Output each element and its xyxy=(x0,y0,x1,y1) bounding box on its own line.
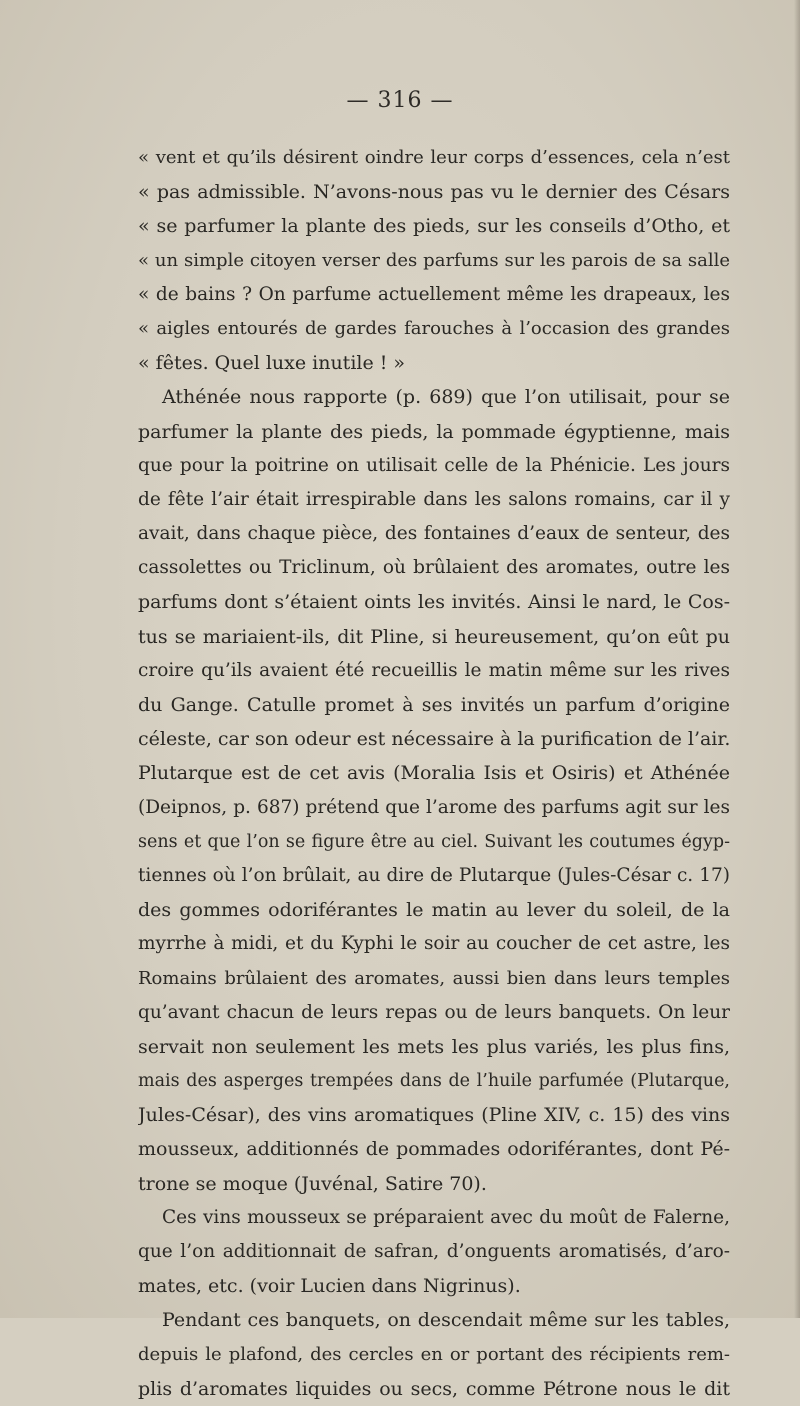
text-line: que pour la poitrine on utilisait celle de la Phénicie. Les jours xyxy=(138,454,730,476)
text-line: mais des asperges trempées dans de l’huile parfumée (Plutarque, xyxy=(138,1071,730,1092)
text-line: Ces vins mousseux se préparaient avec du moût de Falerne, xyxy=(162,1206,730,1228)
text-line: « fêtes. Quel luxe inutile ! » xyxy=(138,352,406,375)
text-line: « de bains ? On parfume actuellement même les drapeaux, les xyxy=(138,283,730,305)
body-text xyxy=(138,141,730,1406)
text-line: tiennes où l’on brûlait, au dire de Plutarque (Jules-César c. 17) xyxy=(138,864,730,886)
text-line: « aigles entourés de gardes farouches à l’occasion des grandes xyxy=(138,317,730,339)
text-line: céleste, car son odeur est nécessaire à la purification de l’air. xyxy=(138,728,730,751)
text-line: « vent et qu’ils désirent oindre leur corps d’essences, cela n’est xyxy=(138,147,730,168)
text-line: mousseux, additionnés de pommades odoriférantes, dont Pé- xyxy=(138,1138,730,1161)
text-line: « se parfumer la plante des pieds, sur les conseils d’Otho, et xyxy=(138,215,730,238)
text-line: tus se mariaient-ils, dit Pline, si heureusement, qu’on eût pu xyxy=(138,625,730,648)
text-line: trone se moque (Juvénal, Satire 70). xyxy=(138,1172,487,1195)
text-line: mates, etc. (voir Lucien dans Nigrinus). xyxy=(138,1275,521,1298)
text-line: Plutarque est de cet avis (Moralia Isis et Osiris) et Athénée xyxy=(138,762,730,785)
text-line: Athénée nous rapporte (p. 689) que l’on utilisait, pour se xyxy=(162,386,730,409)
text-line: parfums dont s’étaient oints les invités. Ainsi le nard, le Cos- xyxy=(138,591,730,614)
text-line: que l’on additionnait de safran, d’onguents aromatisés, d’aro- xyxy=(138,1241,730,1262)
text-line: Jules-César), des vins aromatiques (Pline XIV, c. 15) des vins xyxy=(138,1104,730,1127)
text-line: plis d’aromates liquides ou secs, comme Pétrone nous le dit xyxy=(138,1377,730,1400)
text-line: depuis le plafond, des cercles en or portant des récipients rem- xyxy=(138,1343,730,1365)
page-edge-shadow xyxy=(794,0,800,1318)
text-line: « pas admissible. N’avons-nous pas vu le dernier des Césars xyxy=(138,181,730,204)
text-line: myrrhe à midi, et du Kyphi le soir au coucher de cet astre, les xyxy=(138,933,730,955)
text-line: « un simple citoyen verser des parfums sur les parois de sa salle xyxy=(138,249,730,271)
text-line: cassolettes ou Triclinum, où brûlaient des aromates, outre les xyxy=(138,557,730,579)
text-line: du Gange. Catulle promet à ses invités un parfum d’origine xyxy=(138,694,730,716)
text-line: de fête l’air était irrespirable dans les salons romains, car il y xyxy=(138,488,730,510)
text-line: Pendant ces banquets, on descendait même sur les tables, xyxy=(162,1309,730,1332)
text-line: des gommes odoriférantes le matin au lever du soleil, de la xyxy=(138,899,730,922)
page-number: — 316 — xyxy=(346,88,454,113)
text-line: parfumer la plante des pieds, la pommade égyptienne, mais xyxy=(138,420,730,443)
text-line: Romains brûlaient des aromates, aussi bien dans leurs temples xyxy=(138,967,730,989)
text-line: qu’avant chacun de leurs repas ou de leurs banquets. On leur xyxy=(138,1001,730,1023)
text-line: croire qu’ils avaient été recueillis le matin même sur les rives xyxy=(138,659,730,681)
text-line: sens et que l’on se figure être au ciel. Suivant les coutumes égyp- xyxy=(138,831,730,852)
text-line: servait non seulement les mets les plus variés, les plus fins, xyxy=(138,1035,730,1058)
text-line: avait, dans chaque pièce, des fontaines d’eaux de senteur, des xyxy=(138,523,730,545)
text-line: (Deipnos, p. 687) prétend que l’arome des parfums agit sur les xyxy=(138,796,730,818)
